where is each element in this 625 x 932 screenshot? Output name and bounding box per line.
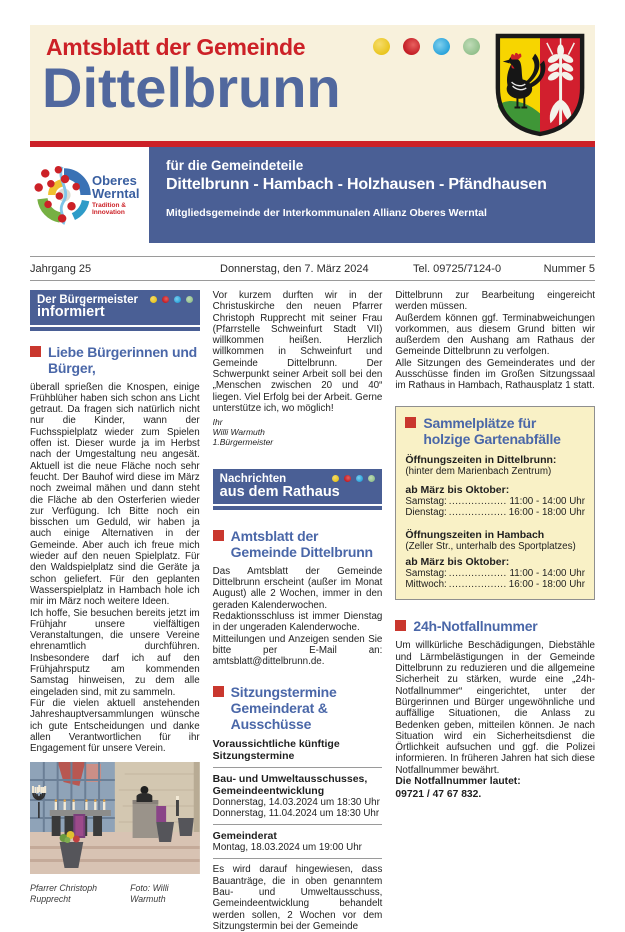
logo-tagline-line1: Tradition & [92, 202, 126, 209]
leader-dots: .................. [448, 579, 507, 591]
season-label: ab März bis Oktober: [405, 555, 510, 568]
time-range: 16:00 - 18:00 Uhr [508, 579, 585, 591]
yellow-dot-icon [373, 38, 390, 55]
leader-dots: .................. [448, 507, 507, 519]
column-middle [213, 290, 383, 932]
sessions-subhead: Voraussichtliche künftige Sitzungstermine [212, 737, 340, 762]
opening-hours-row [405, 496, 585, 507]
red-dot-icon [344, 475, 351, 482]
council-title: Gemeinderat [212, 830, 277, 843]
column-left [30, 290, 200, 932]
red-square-bullet-icon [405, 417, 416, 428]
caption-credit: Foto: Willi Warmuth [130, 882, 169, 904]
emergency-number-value: 09721 / 47 67 832. [395, 788, 482, 800]
mayor-box-line1: Der Bürgermeister [37, 294, 138, 306]
caption-subject: Pfarrer Christoph Rupprecht [30, 882, 97, 904]
garden-waste-heading-text: Sammelplätze für holzige Gartenabfälle [423, 414, 561, 447]
sessions-note-cont: Dittelbrunn zur Bearbeitung eingereicht werden müssen. [395, 290, 595, 313]
garden-waste-box [395, 406, 595, 601]
opening-hours-row [405, 579, 585, 590]
green-dot-icon [368, 475, 375, 482]
red-dot-icon [162, 296, 169, 303]
blue-underline [30, 327, 200, 331]
red-square-bullet-icon [213, 530, 224, 541]
banner-text [166, 147, 591, 243]
committee-title: Bau- und Umweltausschusses, Gemeindeentwicklung [212, 772, 368, 797]
issue-info-bar [30, 256, 595, 281]
blue-dot-icon [174, 296, 181, 303]
emergency-heading-text: 24h-Notfallnummer [413, 618, 538, 635]
leader-dots: .................. [448, 567, 507, 579]
color-dot-row-small [150, 296, 193, 303]
signature-line: Willi Warmuth [212, 427, 265, 438]
greeting-heading-text: Liebe Bürgerinnen und Bürger, [48, 343, 198, 376]
blue-dot-icon [356, 475, 363, 482]
red-square-bullet-icon [30, 346, 41, 357]
column-right [395, 290, 595, 932]
issue-number: Nummer 5 [543, 262, 595, 275]
day-label: Samstag: [405, 495, 447, 507]
town-hall-news-box [213, 469, 383, 504]
signature-line: 1.Bürgermeister [212, 437, 274, 448]
emergency-number-label: Die Notfallnummer lautet: [395, 776, 521, 788]
leader-dots: .................. [448, 495, 507, 507]
news-box-line1: Nachrichten [219, 473, 287, 486]
opening-hours-row [405, 568, 585, 579]
hours-hambach-title: Öffnungszeiten in Hambach [405, 528, 545, 541]
signature-block [213, 417, 383, 447]
mayor-paragraph-cont: Vor kurzem durften wir in der Christuskirche den neuen Pfarrer Christoph Rupprecht mit seiner Frau (Pfarrstelle Schweinfurt Stadt VII) willkommen heißen. Herzlich willkommen in Schweinfurt und Gemeinde Dittelbrunn. Der Schwerpunkt seiner Arbeit soll bei den „Menschen zwischen 20 und 40“ liegen. Viel Erfolg bei der Arbeit. Gerne unterstütze ich, wo möglich! [212, 290, 383, 414]
pinwheel-logo-icon [34, 163, 94, 227]
day-label: Samstag: [405, 567, 447, 579]
session-date: Donnerstag, 14.03.2024 um 18:30 Uhr [212, 796, 380, 808]
time-range: 11:00 - 14:00 Uhr [509, 567, 585, 579]
green-dot-icon [186, 296, 193, 303]
signature-line: Ihr [212, 417, 223, 428]
sessions-note: Es wird darauf hingewiesen, dass Bauanträge, die in oben genanntem Bau- und Umweltausschuss, Gemeindeentwicklung behandelt werden sollen, 2 Wochen vor dem Sitzungstermin bei der Gemeinde [212, 864, 383, 932]
church-photo [30, 762, 200, 905]
color-dot-row-small [332, 475, 375, 482]
session-date: Donnerstag, 11.04.2024 um 18:30 Uhr [212, 807, 380, 819]
green-dot-icon [463, 38, 480, 55]
subtitle-banner [30, 147, 595, 243]
time-range: 16:00 - 18:00 Uhr [508, 507, 585, 519]
day-label: Mittwoch: [405, 579, 447, 591]
mayor-box-line2: informiert [37, 304, 105, 321]
mayor-paragraph: Ich hoffe, Sie besuchen bereits jetzt im Frühjahr unsere vielfältigen Veranstaltungen, die unsere Vereine ehrenamtlich durchführen. Insbesondere darf ich auf den Frühjahrsputz am kommenden Samstag hinweisen, zu dem alle eingeladen sind, mit zu sammeln. [30, 607, 200, 698]
red-square-bullet-icon [395, 620, 406, 631]
mayor-informs-box [30, 290, 200, 325]
emergency-heading [395, 618, 595, 634]
garden-waste-heading [405, 415, 585, 447]
logo-name-line1: Oberes [92, 173, 137, 188]
color-dot-row [373, 38, 480, 55]
news-box-line2: aus dem Rathaus [219, 483, 340, 500]
amtsblatt-paragraph: Redaktionsschluss ist immer Dienstag in der ungeraden Kalenderwoche. [212, 611, 383, 634]
logo-wordmark [92, 174, 139, 216]
issue-phone: Tel. 09725/7124-0 [413, 262, 502, 275]
logo-tagline-line2: Innovation [92, 209, 125, 216]
hours-dittelbrunn-note: (hinter dem Marienbach Zentrum) [405, 465, 552, 477]
red-dot-icon [403, 38, 420, 55]
photo-caption [30, 883, 200, 906]
divider-rule [213, 858, 383, 859]
amtsblatt-paragraph: Das Amtsblatt der Gemeinde Dittelbrunn erscheint (außer im Monat August) alle 2 Wochen, immer in den geraden Kalenderwochen. [212, 565, 383, 611]
divider-rule [213, 824, 383, 825]
sessions-heading-text: Sitzungstermine Gemeinderat & Ausschüsse [230, 683, 337, 732]
yellow-dot-icon [332, 475, 339, 482]
logo-name-line2: Werntal [92, 186, 140, 201]
hours-dittelbrunn-title: Öffnungszeiten in Dittelbrunn: [405, 453, 557, 466]
municipal-coat-of-arms [491, 31, 589, 144]
banner-line2: Dittelbrunn - Hambach - Holzhausen - Pfändhausen [166, 176, 547, 193]
blue-underline [213, 506, 383, 510]
sessions-heading [213, 684, 383, 732]
issue-date: Donnerstag, den 7. März 2024 [220, 262, 369, 275]
oberes-werntal-logo [30, 147, 149, 243]
banner-line1: für die Gemeindeteile [166, 158, 304, 173]
time-range: 11:00 - 14:00 Uhr [509, 495, 585, 507]
masthead [30, 25, 595, 147]
amtsblatt-heading-text: Amtsblatt der Gemeinde Dittelbrunn [230, 527, 373, 560]
session-date: Montag, 18.03.2024 um 19:00 Uhr [212, 842, 362, 854]
mayor-paragraph: überall sprießen die Knospen, einige Frühblüher haben sich schon ans Licht getraut. Da fragen sich natürlich nicht nur die Kinder, wann der Fuchsspielplatz wieder zum Spielen offen ist. Dieser wurde ja im Herbst nach der Umgestaltung neu angesät. Aktuell ist die neue Fläche noch sehr feucht. Der Bauhof wird diese im März noch zweimal mähen und dann steht die Fläche ab den Osterferien wieder zur Verfügung. Ich Bitte noch ein bisschen um Geduld, wir haben ja auch einige Alternativen in der Gemeinde. Aber auch ich freue mich wieder auf den neuen Spielplatz. Für den Waldspielplatz sind die Geräte ja schon geliefert. Für den geplanten Wasserspielplatz in Hambach hole ich mir im März noch weitere Ideen. [30, 381, 200, 608]
banner-line3: Mitgliedsgemeinde der Interkommunalen Allianz Oberes Werntal [166, 207, 487, 219]
sessions-note-cont: Alle Sitzungen des Gemeinderates und der Ausschüsse finden im Großen Sitzungssaal im Rathaus in Hambach, Rathausplatz 1 statt. [395, 357, 595, 392]
yellow-dot-icon [150, 296, 157, 303]
hours-hambach-note: (Zeller Str., unterhalb des Sportplatzes) [405, 540, 576, 552]
sessions-note-cont: Außerdem können ggf. Terminabweichungen vorkommen, aus diesem Grund bitten wir außerdem den Aushang am Rathaus der Gemeinde Dittelbrunn zu verfolgen. [395, 312, 595, 358]
masthead-kicker: Amtsblatt der Gemeinde [46, 34, 306, 60]
emergency-paragraph: Um willkürliche Beschädigungen, Diebstähle und Lärmbelästigungen in der Gemeinde Dittelbrunn zu reduzieren und die allgemeine Sicherheit zu stärken, wurde eine „24h-Notfallnummer“ eingerichtet, unter der Bürgerinnen und Bürger ungewöhnliche und auffällige Situationen, die Anlass zu Bedenken geben, mitteilen können. Je nach Situation wird ein Sicherheitsdienst die Örtlichkeit aufsuchen und ggf. die Polizei informieren. In früheren Jahren hat sich diese Notfallnummer bewährt. [395, 640, 595, 776]
content-columns [30, 290, 595, 932]
page-title: Dittelbrunn [42, 56, 341, 119]
blue-dot-icon [433, 38, 450, 55]
divider-rule [213, 767, 383, 768]
mayor-paragraph: Für die vielen aktuell anstehenden Jahreshauptversammlungen wünsche ich gute Entscheidungen und danke allen Verantwortlichen für ihr Engagement für unsere Verein. [30, 697, 200, 755]
day-label: Dienstag: [405, 507, 447, 519]
season-label: ab März bis Oktober: [405, 483, 510, 496]
amtsblatt-paragraph: Mitteilungen und Anzeigen senden Sie bitte per E-Mail an: amtsblatt@dittelbrunn.de. [212, 633, 383, 668]
opening-hours-row [405, 507, 585, 518]
red-square-bullet-icon [213, 686, 224, 697]
issue-volume: Jahrgang 25 [30, 262, 92, 275]
greeting-heading [30, 344, 200, 376]
amtsblatt-heading [213, 528, 383, 560]
